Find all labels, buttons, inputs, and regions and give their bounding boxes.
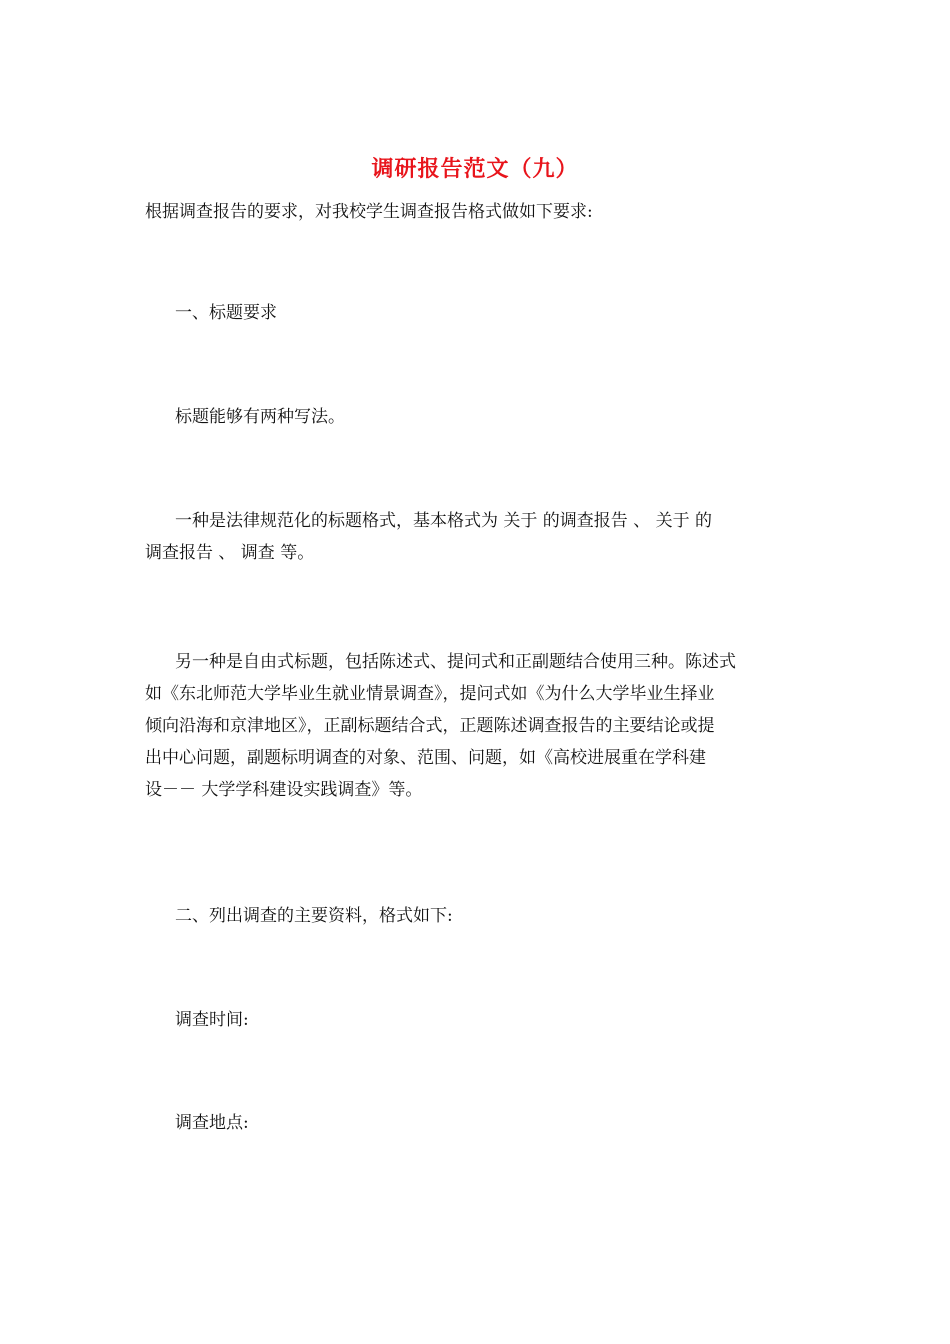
paragraph-line: 出中心问题，副题标明调查的对象、范围、问题，如《高校进展重在学科建 xyxy=(145,748,706,768)
paragraph-line: 倾向沿海和京津地区》，正副标题结合式，正题陈述调查报告的主要结论或提 xyxy=(145,716,715,736)
survey-place-label: 调查地点: xyxy=(175,1113,249,1133)
section-heading-title-requirements: 一、标题要求 xyxy=(175,303,277,323)
paragraph-line: 调查报告 、 调查 等。 xyxy=(145,543,315,563)
paragraph-line: 一种是法律规范化的标题格式，基本格式为 关于 的调查报告 、 关于 的 xyxy=(175,511,713,531)
paragraph-two-ways: 标题能够有两种写法。 xyxy=(175,407,345,427)
section-heading-main-info: 二、列出调查的主要资料，格式如下: xyxy=(175,906,453,926)
paragraph-line: 设－－ 大学学科建设实践调查》等。 xyxy=(145,780,423,800)
paragraph-line: 如《东北师范大学毕业生就业情景调查》，提问式如《为什么大学毕业生择业 xyxy=(145,684,715,704)
survey-time-label: 调查时间: xyxy=(175,1010,249,1030)
paragraph-first-way xyxy=(145,505,805,569)
paragraph-line: 另一种是自由式标题，包括陈述式、提问式和正副题结合使用三种。陈述式 xyxy=(175,652,736,672)
document-title: 调研报告范文（九） xyxy=(371,156,579,182)
intro-paragraph: 根据调查报告的要求，对我校学生调查报告格式做如下要求: xyxy=(145,202,593,222)
paragraph-second-way xyxy=(145,646,805,806)
